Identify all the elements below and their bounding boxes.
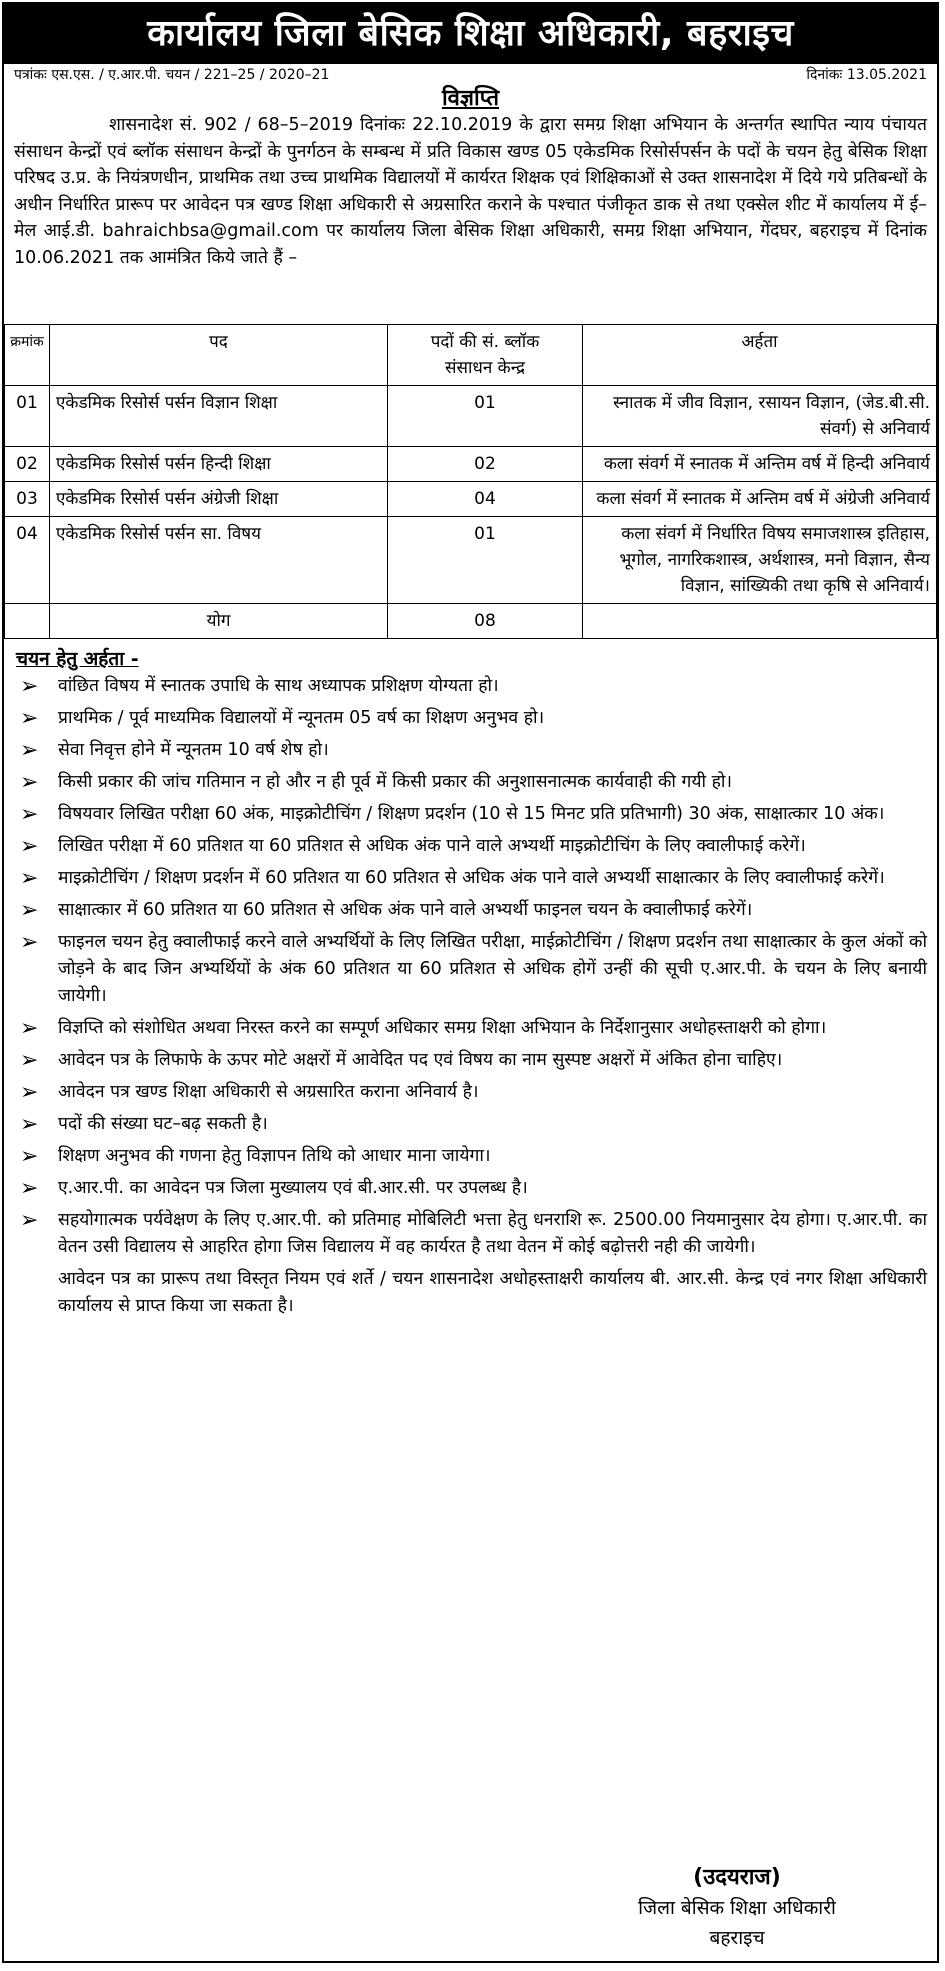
criteria-point xyxy=(16,1047,927,1074)
row-post: एकेडमिक रिसोर्स पर्सन विज्ञान शिक्षा xyxy=(50,386,388,447)
table-row xyxy=(5,482,937,517)
criteria-point xyxy=(16,1079,927,1106)
row-no: 01 xyxy=(5,386,50,447)
row-post: एकेडमिक रिसोर्स पर्सन हिन्दी शिक्षा xyxy=(50,447,388,482)
criteria-point xyxy=(16,865,927,892)
header-post: पद xyxy=(50,325,388,386)
criteria-point xyxy=(16,737,927,764)
criteria-point-text: आवेदन पत्र खण्ड शिक्षा अधिकारी से अग्रसारित कराना अनिवार्य है। xyxy=(58,1082,479,1102)
header-no: क्रमांक xyxy=(5,325,50,386)
arrow-bullet-icon: ➢ xyxy=(20,1144,39,1169)
criteria-point xyxy=(16,1111,927,1138)
table-row xyxy=(5,386,937,447)
criteria-point xyxy=(16,929,927,1010)
office-title: कार्यालय जिला बेसिक शिक्षा अधिकारी, बहराइच xyxy=(4,4,937,64)
selection-criteria xyxy=(4,639,937,1320)
row-qualification: कला संवर्ग में स्नातक में अन्तिम वर्ष में हिन्दी अनिवार्य xyxy=(583,447,937,482)
criteria-point-text: सहयोगात्मक पर्यवेक्षण के लिए ए.आर.पी. को प्रतिमाह मोबिलिटी भत्ता हेतु धनराशि रू. 2500.00 नियमानुसार देय होगा। ए.आर.पी. का वेतन उसी विद्यालय से आहरित होगा जिस विद्यालय में वह कार्यरत है तथा वेतन में कोई बढ़ोत्तरी नही की जायेगी। xyxy=(58,1210,927,1257)
notice-intro: शासनादेश सं. 902 / 68–5–2019 दिनांकः 22.10.2019 के द्वारा समग्र शिक्षा अभियान के अन्तर्गत स्थापित न्याय पंचायत संसाधन केन्द्रों एवं ब्लॉक संसाधन केन्द्रों के पुनर्गठन के सम्बन्ध में प्रति विकास खण्ड 05 एकेडमिक रिसोर्सपर्सन के पदों के चयन हेतु बेसिक शिक्षा परिषद उ.प्र. के नियंत्रणधीन, प्राथमिक तथा उच्च प्राथमिक विद्यालयों में कार्यरत शिक्षक एवं शिक्षिकाओं से उक्त शासनादेश में दिये गये प्रतिबन्धों के अधीन निर्धारित प्रारूप पर आवेदन पत्र खण्ड शिक्षा अधिकारी से अग्रसारित कराने के पश्चात पंजीकृत डाक से तथा एक्सेल शीट में कार्यालय में ई–मेल आई.डी. bahraichbsa@gmail.com पर कार्यालय जिला बेसिक शिक्षा अधिकारी, समग्र शिक्षा अभियान, गेंदघर, बहराइच में दिनांक 10.06.2021 तक आमंत्रित किये जाते हैं – xyxy=(14,115,927,268)
notice-date: दिनांकः 13.05.2021 xyxy=(806,67,927,83)
row-count: 01 xyxy=(388,386,583,447)
row-no: 02 xyxy=(5,447,50,482)
arrow-bullet-icon: ➢ xyxy=(20,1176,39,1201)
reference-number: पत्रांकः एस.एस. / ए.आर.पी. चयन / 221–25 / 2020–21 xyxy=(14,67,330,83)
table-total-row xyxy=(5,604,937,639)
arrow-bullet-icon: ➢ xyxy=(20,1208,39,1233)
arrow-bullet-icon: ➢ xyxy=(20,738,39,763)
total-label: योग xyxy=(50,604,388,639)
arrow-bullet-icon: ➢ xyxy=(20,674,39,699)
row-no: 03 xyxy=(5,482,50,517)
signatory-name: (उदयराज) xyxy=(693,1865,781,1890)
criteria-point-text: आवेदन पत्र के लिफाफे के ऊपर मोटे अक्षरों में आवेदित पद एवं विषय का नाम सुस्पष्ट अक्षरों में अंकित होना चाहिए। xyxy=(58,1050,783,1070)
criteria-point-text: वांछित विषय में स्नातक उपाधि के साथ अध्यापक प्रशिक्षण योग्यता हो। xyxy=(58,676,499,696)
criteria-point-text: शिक्षण अनुभव की गणना हेतु विज्ञापन तिथि को आधार माना जायेगा। xyxy=(58,1146,491,1166)
criteria-point xyxy=(16,1015,927,1042)
arrow-bullet-icon: ➢ xyxy=(20,898,39,923)
criteria-point-text: प्राथमिक / पूर्व माध्यमिक विद्यालयों में न्यूनतम 05 वर्ष का शिक्षण अनुभव हो। xyxy=(58,708,545,728)
criteria-point-text: लिखित परीक्षा में 60 प्रतिशत या 60 प्रतिशत से अधिक अंक पाने वाले अभ्यर्थी माइक्रोटीचिंग के लिए क्वालीफाई करेगें। xyxy=(58,836,806,856)
signatory-designation: जिला बेसिक शिक्षा अधिकारी xyxy=(638,1897,836,1919)
table-row xyxy=(5,447,937,482)
arrow-bullet-icon: ➢ xyxy=(20,1112,39,1137)
arrow-bullet-icon: ➢ xyxy=(20,834,39,859)
row-count: 02 xyxy=(388,447,583,482)
criteria-point xyxy=(16,1175,927,1202)
criteria-point xyxy=(16,1143,927,1170)
criteria-note: आवेदन पत्र का प्रारूप तथा विस्तृत नियम एवं शर्ते / चयन शासनादेश अधोहस्ताक्षरी कार्यालय बी. आर.सी. केन्द्र एवं नगर शिक्षा अधिकारी कार्यालय से प्राप्त किया जा सकता है। xyxy=(58,1269,927,1316)
arrow-bullet-icon: ➢ xyxy=(20,1048,39,1073)
row-qualification: कला संवर्ग में निर्धारित विषय समाजशास्त्र इतिहास, भूगोल, नागरिकशास्त्र, अर्थशास्त्र, मनो विज्ञान, सैन्य विज्ञान, सांख्यिकी तथा कृषि से अनिवार्य। xyxy=(583,517,937,604)
criteria-point-text: माइक्रोटीचिंग / शिक्षण प्रदर्शन में 60 प्रतिशत या 60 प्रतिशत से अधिक अंक पाने वाले अभ्यर्थी साक्षात्कार के लिए क्वालीफाई करेगें। xyxy=(58,868,885,888)
criteria-point xyxy=(16,897,927,924)
reference-line xyxy=(4,64,937,86)
table-row xyxy=(5,517,937,604)
total-value: 08 xyxy=(388,604,583,639)
row-post: एकेडमिक रिसोर्स पर्सन अंग्रेजी शिक्षा xyxy=(50,482,388,517)
arrow-bullet-icon: ➢ xyxy=(20,930,39,955)
arrow-bullet-icon: ➢ xyxy=(20,1080,39,1105)
criteria-point xyxy=(16,769,927,796)
notice-heading: विज्ञप्ति xyxy=(441,86,500,111)
criteria-point xyxy=(16,1207,927,1261)
header-qualification: अर्हता xyxy=(583,325,937,386)
criteria-point xyxy=(16,705,927,732)
arrow-bullet-icon: ➢ xyxy=(20,706,39,731)
notice-page xyxy=(2,2,939,1963)
criteria-point xyxy=(16,801,927,828)
row-post: एकेडमिक रिसोर्स पर्सन सा. विषय xyxy=(50,517,388,604)
row-count: 04 xyxy=(388,482,583,517)
criteria-point-text: विषयवार लिखित परीक्षा 60 अंक, माइक्रोटीचिंग / शिक्षण प्रदर्शन (10 से 15 मिनट प्रति प्रतिभागी) 30 अंक, साक्षात्कार 10 अंक। xyxy=(58,804,885,824)
arrow-bullet-icon: ➢ xyxy=(20,866,39,891)
row-qualification: कला संवर्ग में स्नातक में अन्तिम वर्ष में अंग्रेजी अनिवार्य xyxy=(583,482,937,517)
criteria-list xyxy=(16,673,927,1261)
arrow-bullet-icon: ➢ xyxy=(20,1016,39,1041)
row-qualification: स्नातक में जीव विज्ञान, रसायन विज्ञान, (जेड.बी.सी. संवर्ग) से अनिवार्य xyxy=(583,386,937,447)
criteria-point xyxy=(16,833,927,860)
criteria-point-text: पदों की संख्या घट–बढ़ सकती है। xyxy=(58,1114,268,1134)
criteria-point-text: विज्ञप्ति को संशोधित अथवा निरस्त करने का सम्पूर्ण अधिकार समग्र शिक्षा अभियान के निर्देशानुसार अधोहस्ताक्षरी को होगा। xyxy=(58,1018,827,1038)
arrow-bullet-icon: ➢ xyxy=(20,770,39,795)
signature-block xyxy=(577,1863,897,1953)
row-count: 01 xyxy=(388,517,583,604)
criteria-point xyxy=(16,673,927,700)
criteria-point-text: फाइनल चयन हेतु क्वालीफाई करने वाले अभ्यर्थियों के लिए लिखित परीक्षा, माईक्रोटीचिंग / शिक्षण प्रदर्शन तथा साक्षात्कार के कुल अंकों को जोड़ने के बाद जिन अभ्यर्थियों के अंक 60 प्रतिशत या 60 प्रतिशत से अधिक होगें उन्हीं की सूची ए.आर.पी. के चयन के लिए बनायी जायेगी। xyxy=(58,932,927,1006)
posts-table xyxy=(4,324,937,639)
criteria-point-text: ए.आर.पी. का आवेदन पत्र जिला मुख्यालय एवं बी.आर.सी. पर उपलब्ध है। xyxy=(58,1178,528,1198)
table-header-row xyxy=(5,325,937,386)
criteria-title: चयन हेतु अर्हता - xyxy=(16,648,139,670)
header-count: पदों की सं. ब्लॉक संसाधन केन्द्र xyxy=(388,325,583,386)
criteria-point-text: साक्षात्कार में 60 प्रतिशत या 60 प्रतिशत से अधिक अंक पाने वाले अभ्यर्थी फाइनल चयन के क्वालीफाई करेगें। xyxy=(58,900,753,920)
criteria-point-text: किसी प्रकार की जांच गतिमान न हो और न ही पूर्व में किसी प्रकार की अनुशासनात्मक कार्यवाही की गयी हो। xyxy=(58,772,733,792)
row-no: 04 xyxy=(5,517,50,604)
arrow-bullet-icon: ➢ xyxy=(20,802,39,827)
signatory-place: बहराइच xyxy=(709,1927,765,1949)
criteria-point-text: सेवा निवृत्त होने में न्यूनतम 10 वर्ष शेष हो। xyxy=(58,740,329,760)
